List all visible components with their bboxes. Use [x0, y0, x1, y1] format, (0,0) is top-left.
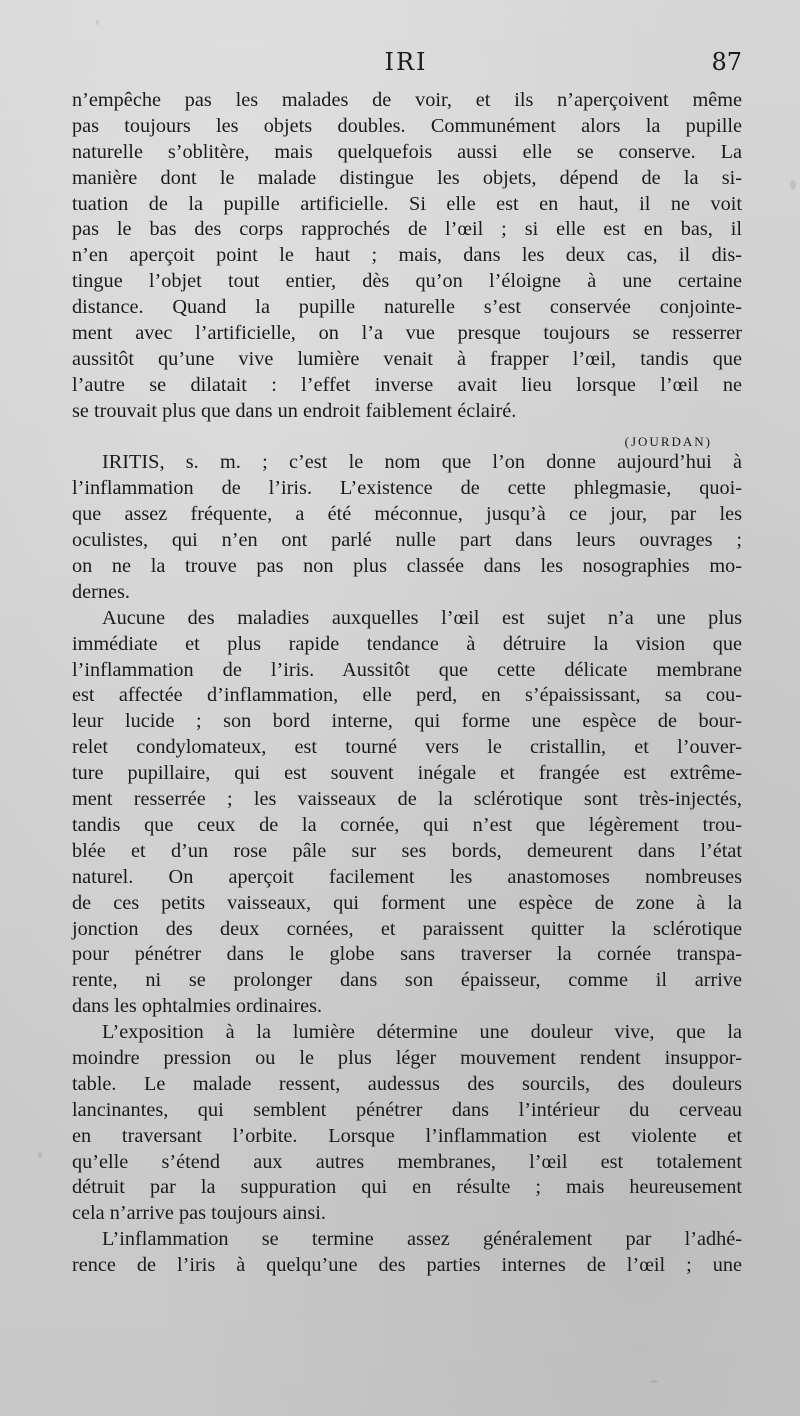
text-line: aussitôt qu’une vive lumière venait à frapper l’œil, tandis que	[72, 347, 742, 370]
text-line: immédiate et plus rapide tendance à détruire la vision que	[72, 632, 742, 655]
text-line: que assez fréquente, a été méconnue, jusqu’à ce jour, par les	[72, 503, 742, 526]
text-line: ture pupillaire, qui est souvent inégale et frangée est extrême-	[72, 762, 742, 785]
body-text	[72, 88, 742, 1279]
text-line: rente, ni se prolonger dans son épaisseur, comme il arrive	[72, 969, 742, 992]
text-line: naturelle s’oblitère, mais quelquefois aussi elle se conserve. La	[72, 140, 742, 163]
page-header	[70, 48, 742, 82]
text-line: dernes.	[72, 580, 131, 603]
text-line: l’autre se dilatait : l’effet inverse avait lieu lorsque l’œil ne	[72, 373, 742, 396]
text-line: manière dont le malade distingue les objets, dépend de la si-	[72, 166, 742, 189]
text-line: tandis que ceux de la cornée, qui n’est que légèrement trou-	[72, 813, 742, 836]
text-line: n’en aperçoit point le haut ; mais, dans les deux cas, il dis-	[72, 244, 742, 267]
paper-spot	[96, 20, 99, 25]
text-line: ment avec l’artificielle, on l’a vue presque toujours se resserrer	[72, 322, 742, 345]
text-line: moindre pression ou le plus léger mouvement rendent insuppor-	[72, 1046, 742, 1069]
paper-spot	[38, 1152, 42, 1158]
text-line: pas le bas des corps rapprochés de l’œil ; si elle est en bas, il	[72, 218, 742, 241]
paragraph-first-line: L’inflammation se termine assez généralement par l’adhé-	[102, 1228, 742, 1251]
text-line: oculistes, qui n’en ont parlé nulle part dans leurs ouvrages ;	[72, 529, 742, 552]
paragraph-first-line: Aucune des maladies auxquelles l’œil est sujet n’a une plus	[102, 606, 742, 629]
text-line: table. Le malade ressent, audessus des sourcils, des douleurs	[72, 1072, 742, 1095]
text-line: détruit par la suppuration qui en résulte ; mais heureusement	[72, 1176, 742, 1199]
page-number: 87	[711, 48, 742, 76]
text-line: blée et d’un rose pâle sur ses bords, demeurent dans l’état	[72, 839, 742, 862]
text-line: se trouvait plus que dans un endroit faiblement éclairé.	[72, 399, 517, 422]
text-line: ment resserrée ; les vaisseaux de la sclérotique sont très-injectés,	[72, 788, 742, 811]
text-line: qu’elle s’étend aux autres membranes, l’œil est totalement	[72, 1150, 742, 1173]
paragraph-first-line: L’exposition à la lumière détermine une douleur vive, que la	[102, 1021, 742, 1044]
text-line: cela n’arrive pas toujours ainsi.	[72, 1202, 326, 1225]
text-line: pas toujours les objets doubles. Communément alors la pupille	[72, 114, 742, 137]
text-line: en traversant l’orbite. Lorsque l’inflammation est violente et	[72, 1124, 742, 1147]
text-line: lancinantes, qui semblent pénétrer dans l’intérieur du cerveau	[72, 1098, 742, 1121]
text-line: rence de l’iris à quelqu’une des parties internes de l’œil ; une	[72, 1254, 742, 1277]
text-line: n’empêche pas les malades de voir, et ils n’aperçoivent même	[72, 89, 742, 111]
text-line: dans les ophtalmies ordinaires.	[72, 995, 323, 1018]
text-line: l’inflammation de l’iris. L’existence de cette phlegmasie, quoi-	[72, 477, 742, 500]
text-line: relet condylomateux, est tourné vers le cristallin, et l’ouver-	[72, 736, 742, 759]
text-line: est affectée d’inflammation, elle perd, en s’épaississant, sa cou-	[72, 684, 742, 707]
text-line: naturel. On aperçoit facilement les anastomoses nombreuses	[72, 865, 742, 888]
paper-spot	[790, 180, 796, 190]
text-line: tingue l’objet tout entier, dès qu’on l’éloigne à une certaine	[72, 270, 742, 293]
text-line: on ne la trouve pas non plus classée dans les nosographies mo-	[72, 555, 742, 578]
text-line: tuation de la pupille artificielle. Si elle est en haut, il ne voit	[72, 192, 742, 215]
text-line: distance. Quand la pupille naturelle s’est conservée conjointe-	[72, 296, 742, 319]
text-line: l’inflammation de l’iris. Aussitôt que cette délicate membrane	[72, 658, 742, 681]
text-line: jonction des deux cornées, et paraissent quitter la sclérotique	[72, 917, 742, 940]
text-line: pour pénétrer dans le globe sans traverser la cornée transpa-	[72, 943, 742, 966]
paragraph-first-line: IRITIS, s. m. ; c’est le nom que l’on donne aujourd’hui à	[102, 451, 742, 474]
text-line: de ces petits vaisseaux, qui forment une espèce de zone à la	[72, 891, 742, 914]
author-signature: (JOURDAN)	[624, 433, 712, 449]
text-line: leur lucide ; son bord interne, qui forme une espèce de bour-	[72, 710, 742, 733]
paper-spot	[650, 1380, 658, 1383]
running-head: IRI	[384, 48, 428, 76]
